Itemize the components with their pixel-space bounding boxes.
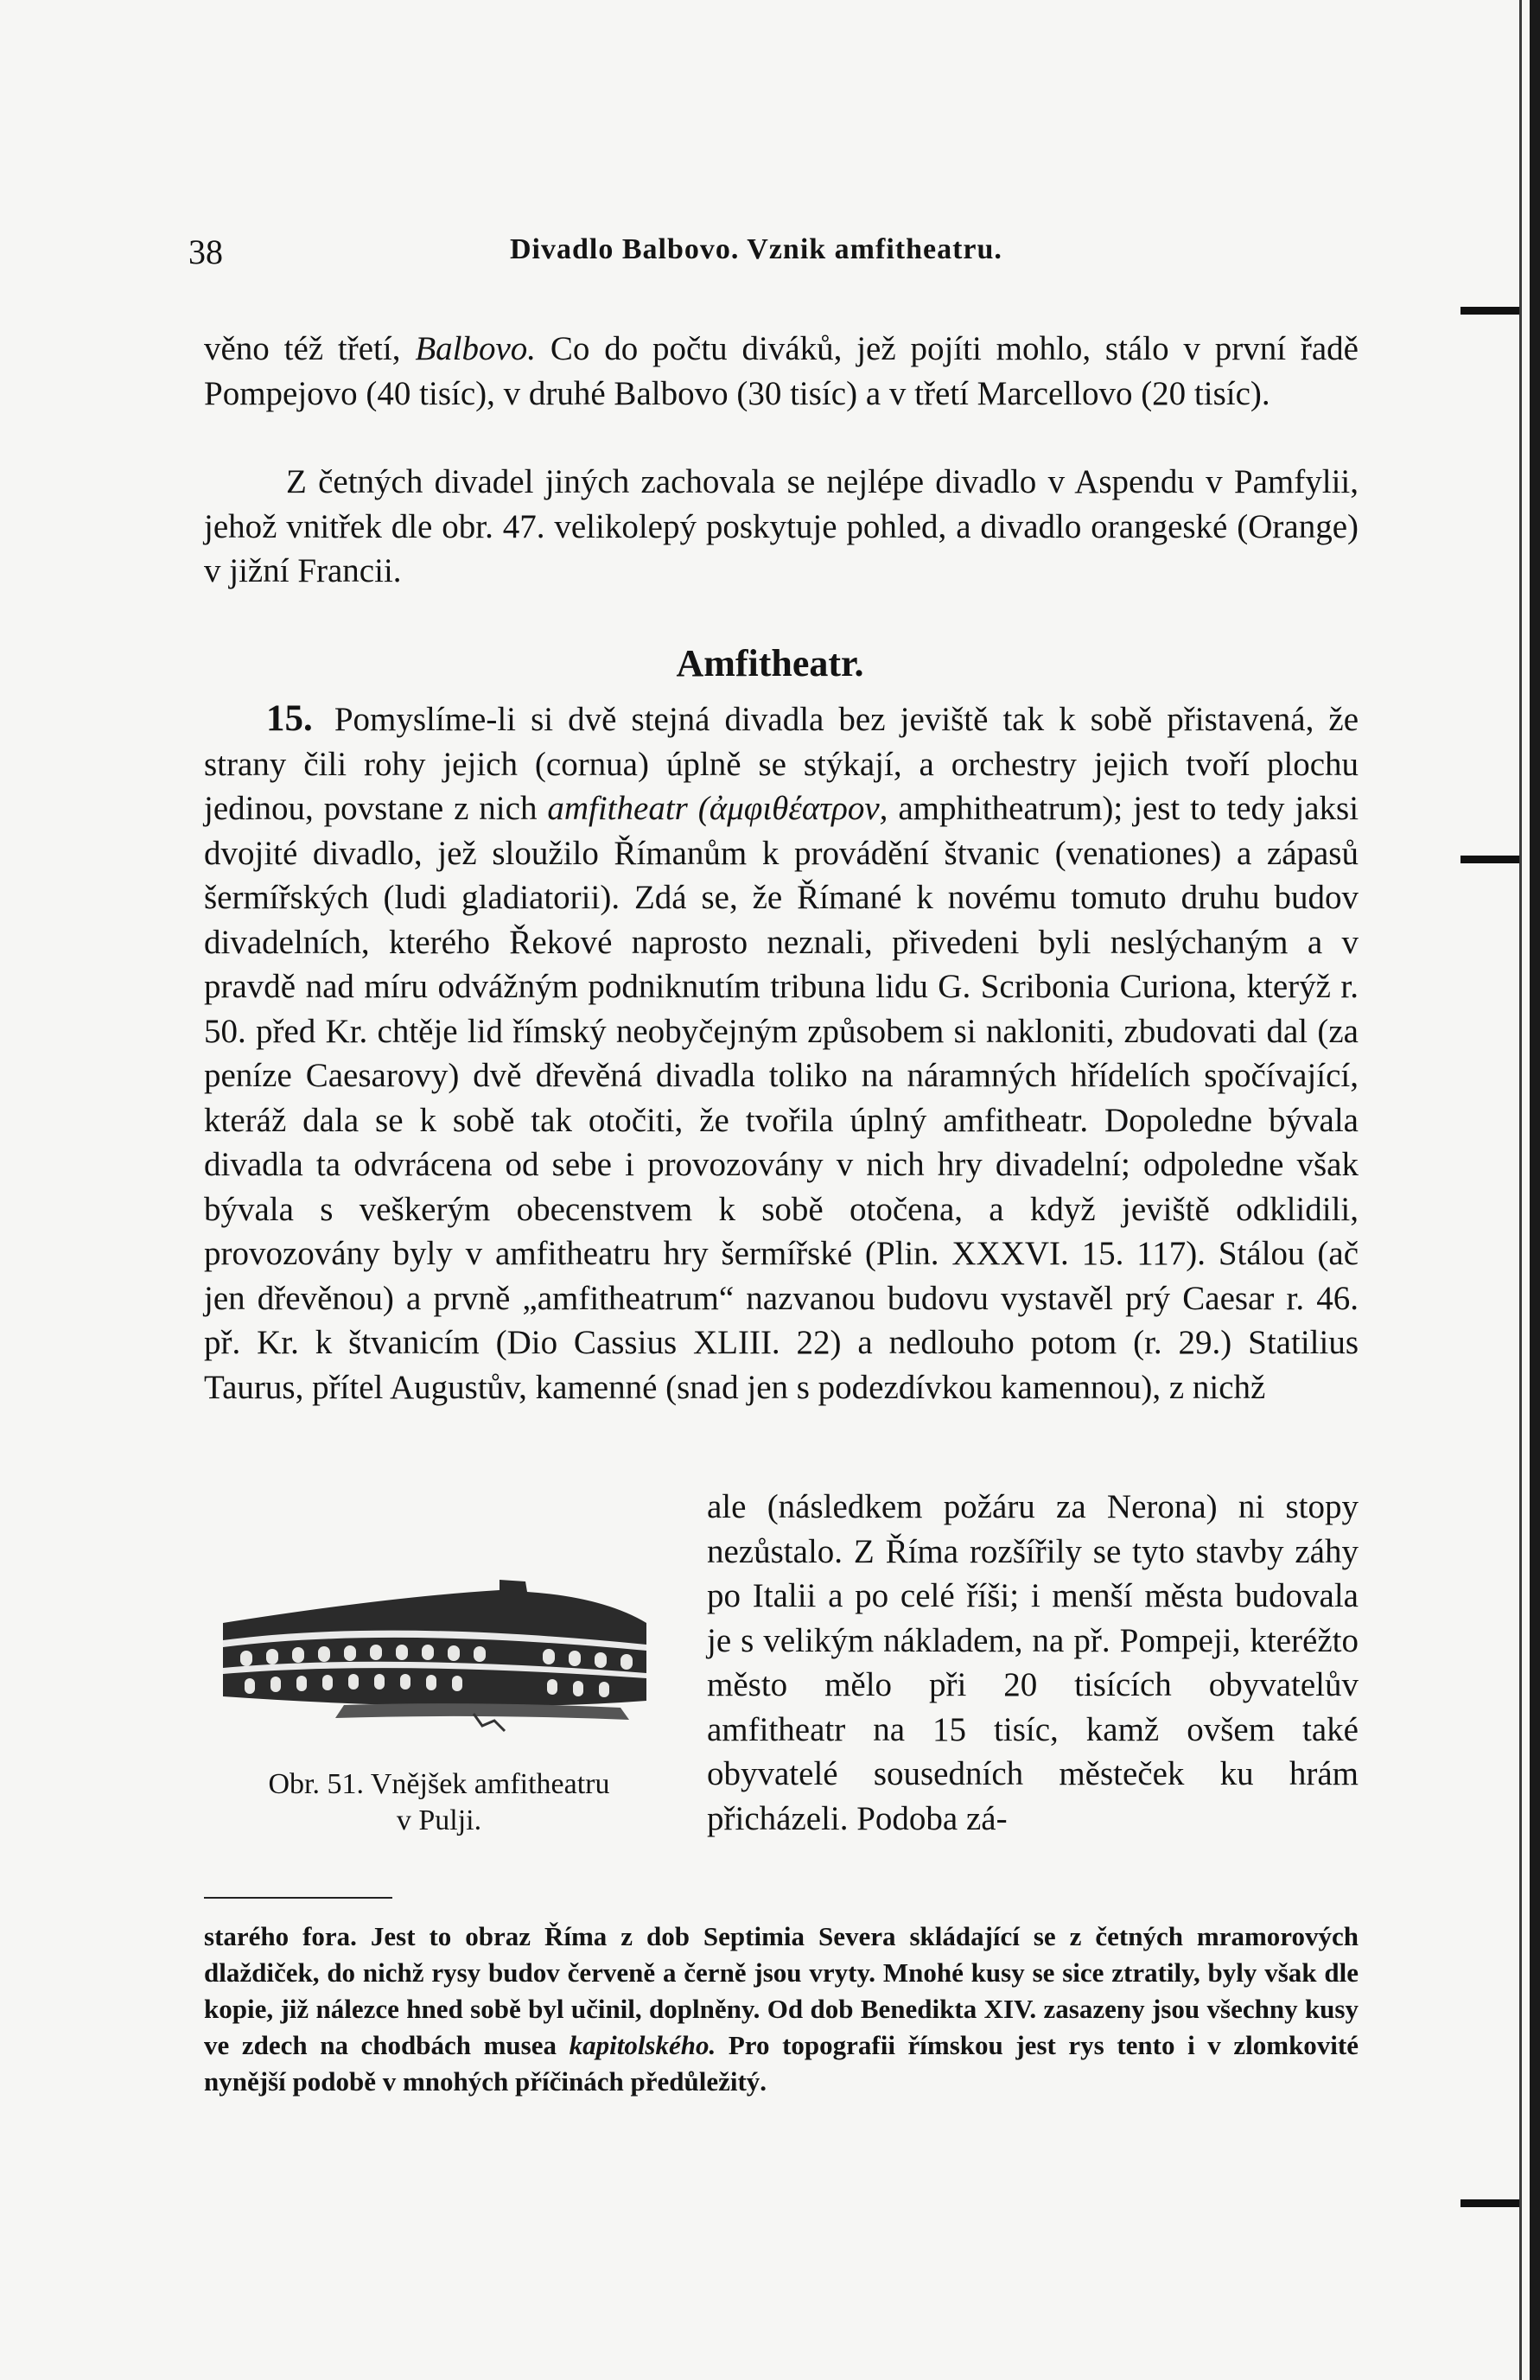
margin-tick <box>1460 307 1519 315</box>
section-heading: Amfitheatr. <box>676 642 864 684</box>
intro-term-balbovo: Balbovo. <box>415 330 537 367</box>
greek-term: (ἀμφιθέατρον, <box>697 790 888 827</box>
paragraph-number: 15. <box>266 698 313 739</box>
caption-line-1: Obr. 51. Vnějšek amfitheatru <box>268 1768 610 1800</box>
page-header <box>0 232 1540 283</box>
term-amfitheatr: amfitheatr <box>547 790 688 827</box>
paragraph-15-text-a: Pomyslíme-li si dvě stejná divadla bez jeviště tak k sobě přistavená, že strany čili rohy jejich (cornua) úplně se stýkají, a orchestry jejich tvoří plochu jedinou, povstane z nich <box>204 701 1359 827</box>
footnote-rule <box>204 1897 392 1899</box>
caption-line-2: v Pulji. <box>396 1804 482 1836</box>
paragraph-15-continued: ale (následkem požáru za Nerona) ni stopy nezůstalo. Z Říma rozšířily se tyto stavby záhy po Italii a po celé říši; i menší města budovala je s velikým nákladem, na př. Pompeji, kteréžto město mělo při 20 tisících obyvatelův amfitheatr na 15 tisíc, kamž ovšem také obyvatelé sousedních městeček ku hrám přicházeli. Podoba zá- <box>707 1488 1359 1837</box>
paragraph-15-text-b: amphitheatrum); jest to tedy jaksi dvojité divadlo, jež sloužilo Římanům k provádění štvanic (venationes) a zápasů šermířských (ludi gladiatorii). Zdá se, že Římané k novému tomuto druhu budov divadelních, kterého Řekové naprosto neznali, přivedeni byli neslýchaným a v pravdě nad míru odvážným podniknutím tribuna lidu G. Scribonia Curiona, kterýž r. 50. před Kr. chtěje lid římský neobyčejným způsobem si nakloniti, zbudovati dal (za peníze Caesarovy) dvě dřevěná divadla toliko na náramných hřídelích spočívající, kteráž dala se k sobě tak otočiti, že tvořila úplný amfitheatr. Dopoledne bývala divadla ta odvrácena od sebe i provozovány v nich hry divadelní; odpoledne však bývala s veškerým obecenstvem k sobě otočena, a když jeviště odklidili, provozovány byly v amfitheatru hry šermířské (Plin. XXXVI. 15. 117). Stálou (ač jen dřevěnou) a prvně „amfitheatrum“ nazvanou budovu vystavěl prý Caesar r. 46. př. Kr. k štvanicím (Dio Cassius XLIII. 22) a nedlouho potom (r. 29.) Statilius Taurus, přítel Augustův, kamenné (snad jen s podezdívkou kamennou), z nichž <box>204 790 1359 1406</box>
footnote-term: kapitolského. <box>569 2030 716 2060</box>
figure-amphitheatre <box>214 1571 652 1744</box>
scan-edge <box>1530 0 1540 2380</box>
page-edge-line <box>1519 0 1522 2380</box>
margin-tick <box>1460 2199 1519 2207</box>
figure-caption <box>214 1766 664 1839</box>
intro-text-a: věno též třetí, <box>204 330 401 367</box>
footnote-text-a: starého fora. Jest to obraz Říma z dob Septimia Severa skládající se z četných mramorových dlaždiček, do nichž rysy budov červeně a černě jsou vryty. Mnohé kusy se sice ztratily, byly však dle kopie, již nálezce hned sobě byl učinil, doplněny. Od dob Benedikta XIV. zasazeny jsou všechny kusy ve zdech na chodbách musea <box>204 1921 1359 2060</box>
page-number: 38 <box>188 232 223 271</box>
paragraph-15 <box>204 697 1359 1410</box>
footnote <box>204 1919 1359 2100</box>
intro-text-b: Co do počtu diváků, jež pojíti mohlo, stálo v první řadě Pompejovo (40 tisíc), v druhé Balbovo (30 tisíc) a v třetí Marcellovo (20 tisíc). <box>204 330 1359 412</box>
amphitheatre-engraving-icon <box>214 1571 652 1744</box>
intro-paragraph <box>204 327 1359 416</box>
footnote-text-b: Pro topografii římskou jest rys tento i v zlomkovité nynější podobě v mnohých příčinách předůležitý. <box>204 2030 1359 2097</box>
running-title: Divadlo Balbovo. Vznik amfitheatru. <box>510 233 1002 265</box>
margin-tick <box>1460 856 1519 863</box>
paragraph-aspendos: Z četných divadel jiných zachovala se nejlépe divadlo v Aspendu v Pamfylii, jehož vnitřek dle obr. 47. velikolepý poskytuje pohled, a divadlo orangeské (Orange) v jižní Francii. <box>204 463 1359 589</box>
